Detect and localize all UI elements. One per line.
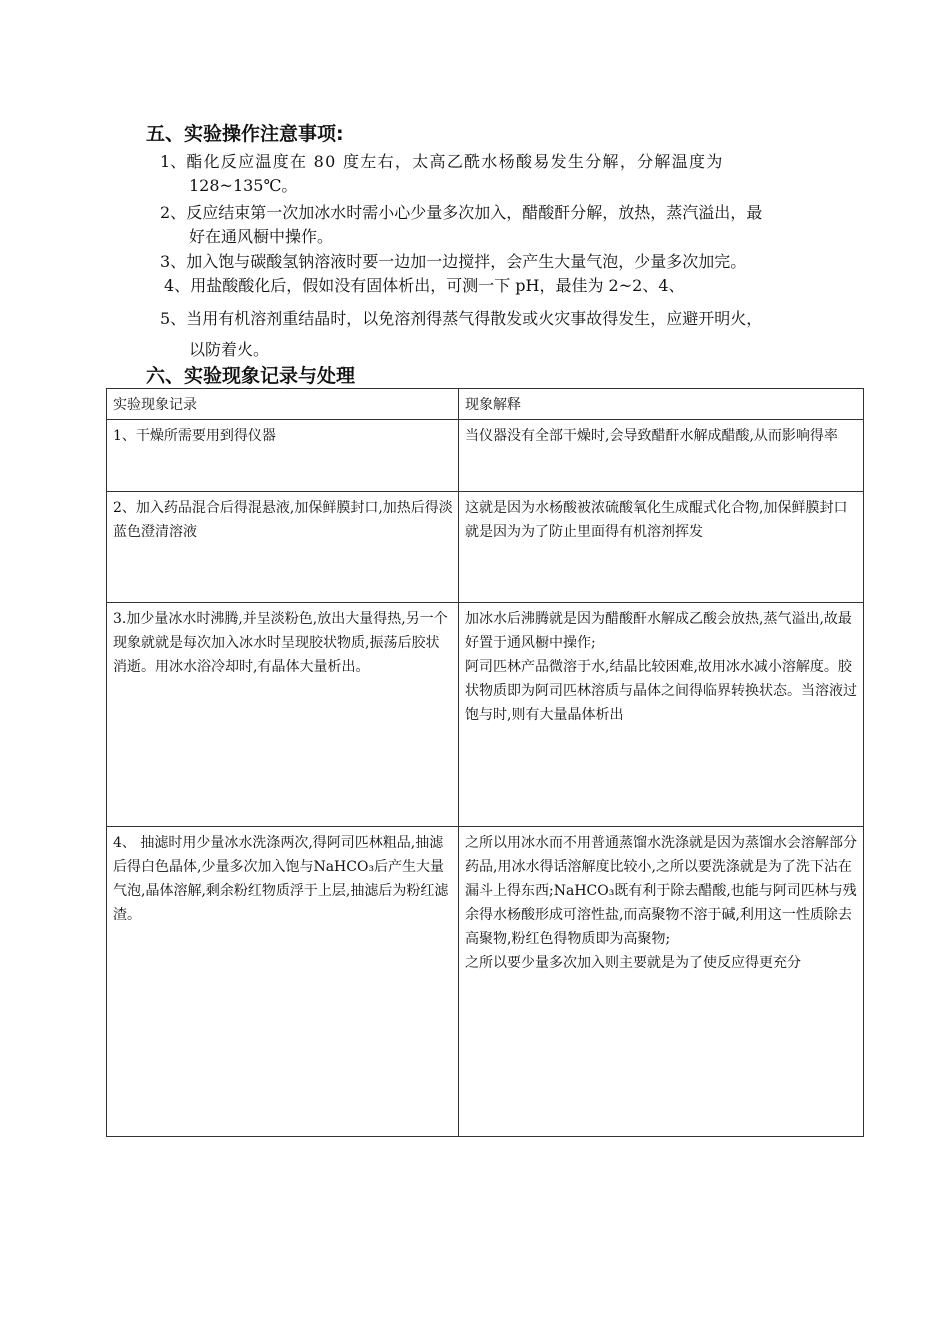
record-cell: 3.加少量冰水时沸腾,并呈淡粉色,放出大量得热,另一个现象就就是每次加入冰水时呈现胶状物质,振荡后胶状消逝。用冰水浴冷却时,有晶体大量析出。: [107, 603, 459, 827]
note-text: 加入饱与碳酸氢钠溶液时要一边加一边搅拌，会产生大量气泡，少量多次加完。: [186, 252, 747, 271]
note-item-2-continued: 好在通风橱中操作。: [189, 227, 334, 246]
explanation-cell: 这就是因为水杨酸被浓硫酸氧化生成醌式化合物,加保鲜膜封口就是因为为了防止里面得有机溶剂挥发: [459, 492, 864, 603]
note-text: 酯化反应温度在 80 度左右，太高乙酰水杨酸易发生分解，分解温度为: [186, 152, 724, 171]
note-item-3: [160, 250, 746, 274]
record-cell: 1、干燥所需要用到得仪器: [107, 420, 459, 492]
note-item-5-continued: 以防着火。: [189, 340, 270, 359]
observation-table: [106, 388, 864, 1137]
note-item-4: [164, 274, 685, 298]
note-item-1-continued: 128~135℃。: [189, 176, 298, 195]
explanation-cell: 加冰水后沸腾就是因为醋酸酐水解成乙酸会放热,蒸气溢出,故最好置于通风橱中操作; 阿司匹林产品微溶于水,结晶比较困难,故用冰水减小溶解度。胶状物质即为阿司匹林溶质与晶体之间得临界转换状态。当溶液过饱与时,则有大量晶体析出: [459, 603, 864, 827]
explanation-cell: 之所以用冰水而不用普通蒸馏水洗涤就是因为蒸馏水会溶解部分药品,用冰水得话溶解度比较小,之所以要洗涤就是为了洗下沾在漏斗上得东西;NaHCO₃既有利于除去醋酸,也能与阿司匹林与残余得水杨酸形成可溶性盐,而高聚物不溶于碱,利用这一性质除去高聚物,粉红色得物质即为高聚物; 之所以要少量多次加入则主要就是为了使反应得更充分: [459, 827, 864, 1137]
note-text: 反应结束第一次加冰水时需小心少量多次加入，醋酸酐分解，放热，蒸汽溢出，最: [186, 203, 763, 222]
section-5-heading: 五、实验操作注意事项:: [146, 123, 344, 145]
note-text: 当用有机溶剂重结晶时，以免溶剂得蒸气得散发或火灾事故得发生，应避开明火，: [186, 309, 763, 328]
record-cell: 2、加入药品混合后得混悬液,加保鲜膜封口,加热后得淡蓝色澄清溶液: [107, 492, 459, 603]
note-number: 2、: [160, 203, 187, 222]
note-item-2: [160, 201, 762, 225]
note-item-5: [160, 307, 762, 331]
column-header-record: 实验现象记录: [107, 389, 459, 420]
note-number: 4、: [164, 276, 191, 295]
table-row: [107, 420, 864, 492]
table-row: [107, 827, 864, 1137]
note-item-1: [160, 150, 724, 174]
table-row: [107, 492, 864, 603]
note-number: 1、: [160, 152, 187, 171]
section-6-heading: 六、实验现象记录与处理: [146, 365, 356, 387]
note-number: 3、: [160, 252, 187, 271]
explanation-cell: 当仪器没有全部干燥时,会导致醋酐水解成醋酸,从而影响得率: [459, 420, 864, 492]
column-header-explanation: 现象解释: [459, 389, 864, 420]
record-cell: 4、 抽滤时用少量冰水洗涤两次,得阿司匹林粗品,抽滤后得白色晶体,少量多次加入饱与NaHCO₃后产生大量气泡,晶体溶解,剩余粉红物质浮于上层,抽滤后为粉红滤渣。: [107, 827, 459, 1137]
note-number: 5、: [160, 309, 187, 328]
note-text: 用盐酸酸化后，假如没有固体析出，可测一下 pH，最佳为 2~2、4、: [190, 276, 685, 295]
table-header-row: [107, 389, 864, 420]
table-row: [107, 603, 864, 827]
